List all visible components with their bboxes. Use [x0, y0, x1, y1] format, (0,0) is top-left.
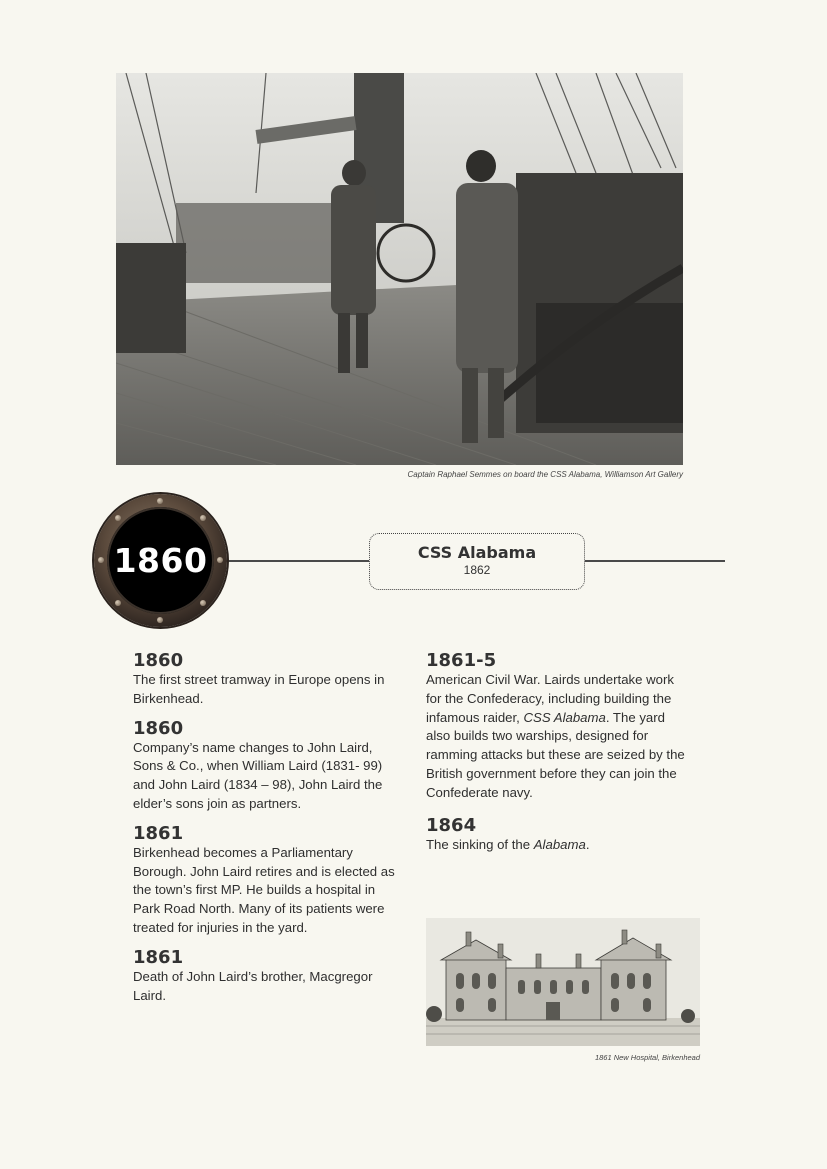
left-timeline-column — [133, 650, 398, 1014]
entry-year: 1860 — [133, 717, 184, 739]
entry-year: 1861 — [133, 822, 184, 844]
entry-text: Company’s name changes to John Laird, Sons & Co., when William Laird (1831- 99) and John Laird (1834 – 98), John Laird the elder’s sons join as partners. — [133, 739, 383, 811]
photo-caption: Captain Raphael Semmes on board the CSS Alabama, Williamson Art Gallery — [407, 470, 683, 479]
entry-text: Death of John Laird’s brother, Macgregor Laird. — [133, 968, 373, 1003]
entry-year: 1861 — [133, 946, 184, 968]
timeline-entry — [133, 823, 398, 938]
entry-year: 1864 — [426, 814, 477, 836]
timeline-entry — [133, 650, 398, 709]
event-highlight-box — [369, 533, 585, 590]
timeline-entry — [426, 650, 691, 803]
entry-text: The first street tramway in Europe opens in Birkenhead. — [133, 672, 385, 706]
event-title: CSS Alabama — [417, 543, 537, 562]
entry-text: The sinking of the Alabama. — [426, 836, 590, 852]
event-year: 1862 — [463, 563, 491, 577]
timeline-entry — [426, 815, 691, 855]
timeline-entry — [133, 947, 398, 1006]
entry-text: Birkenhead becomes a Parliamentary Borough. John Laird retires and is elected as the town’s first MP. He builds a hospital in Park Road North. Many of its patients were treated for injuries in the yard. — [133, 844, 395, 935]
ship-deck-photo — [116, 73, 683, 465]
timeline-entry — [133, 718, 398, 814]
hospital-engraving — [426, 918, 700, 1046]
entry-year: 1861-5 — [426, 650, 497, 671]
entry-text: American Civil War. Lairds undertake work for the Confederacy, including building the infamous raider, CSS Alabama. The yard also builds two warships, designed for ramming attacks but these are seized by the British government before they can join the Confederate navy. — [426, 672, 685, 800]
entry-year: 1860 — [133, 650, 184, 671]
right-timeline-column — [426, 650, 691, 863]
hospital-caption: 1861 New Hospital, Birkenhead — [594, 1053, 700, 1062]
decade-label: 1860 — [113, 541, 208, 580]
decade-porthole-badge — [94, 494, 227, 627]
